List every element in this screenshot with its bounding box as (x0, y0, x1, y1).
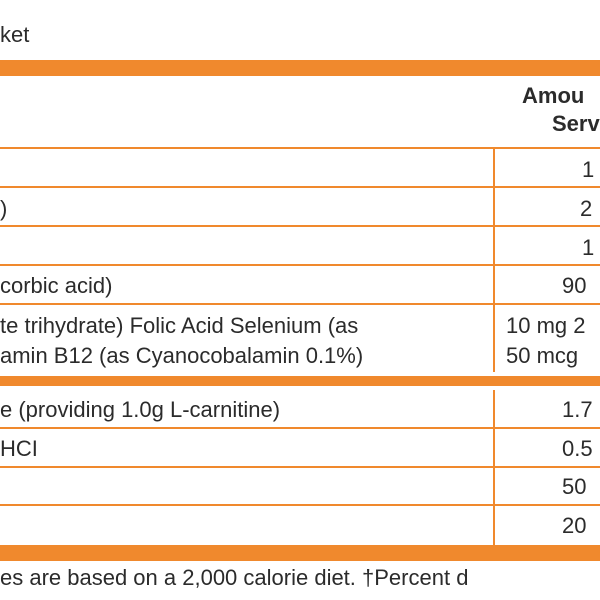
amount-header-line2: Serv (552, 111, 600, 136)
nutrient-label: corbic acid) (0, 273, 113, 298)
nutrient-amount: 1 (582, 235, 595, 260)
nutrient-amount: 20 (562, 513, 587, 538)
row-divider (0, 186, 600, 188)
bottom-bar (0, 545, 600, 561)
nutrient-label: e (providing 1.0g L-carnitine) (0, 397, 281, 422)
top-bar (0, 60, 600, 76)
column-divider-top (493, 147, 495, 372)
section-bar (0, 376, 600, 386)
daily-value-footnote: es are based on a 2,000 calorie diet. †Percent d (0, 565, 469, 590)
amount-per-serving-header (522, 82, 600, 138)
nutrient-amount: 10 mg 2 (506, 313, 586, 338)
serving-line: ket (0, 22, 30, 47)
row-divider (0, 303, 600, 305)
row-divider (0, 504, 600, 506)
nutrient-amount: 50 mcg (506, 343, 579, 368)
nutrient-amount: 1.7 (562, 397, 593, 422)
nutrient-amount: 2 (580, 196, 593, 221)
row-divider (0, 264, 600, 266)
nutrient-label: HCI (0, 436, 38, 461)
header-divider (0, 147, 600, 149)
nutrient-amount: 0.5 (562, 436, 593, 461)
amount-header-line1: Amou (522, 83, 585, 108)
row-divider (0, 466, 600, 468)
row-divider (0, 427, 600, 429)
nutrient-label: te trihydrate) Folic Acid Selenium (as (0, 313, 359, 338)
row-divider (0, 225, 600, 227)
nutrient-amount: 90 (562, 273, 587, 298)
nutrient-amount: 50 (562, 474, 587, 499)
nutrient-amount: 1 (582, 157, 595, 182)
nutrient-label: ) (0, 196, 8, 221)
nutrient-label: amin B12 (as Cyanocobalamin 0.1%) (0, 343, 364, 368)
